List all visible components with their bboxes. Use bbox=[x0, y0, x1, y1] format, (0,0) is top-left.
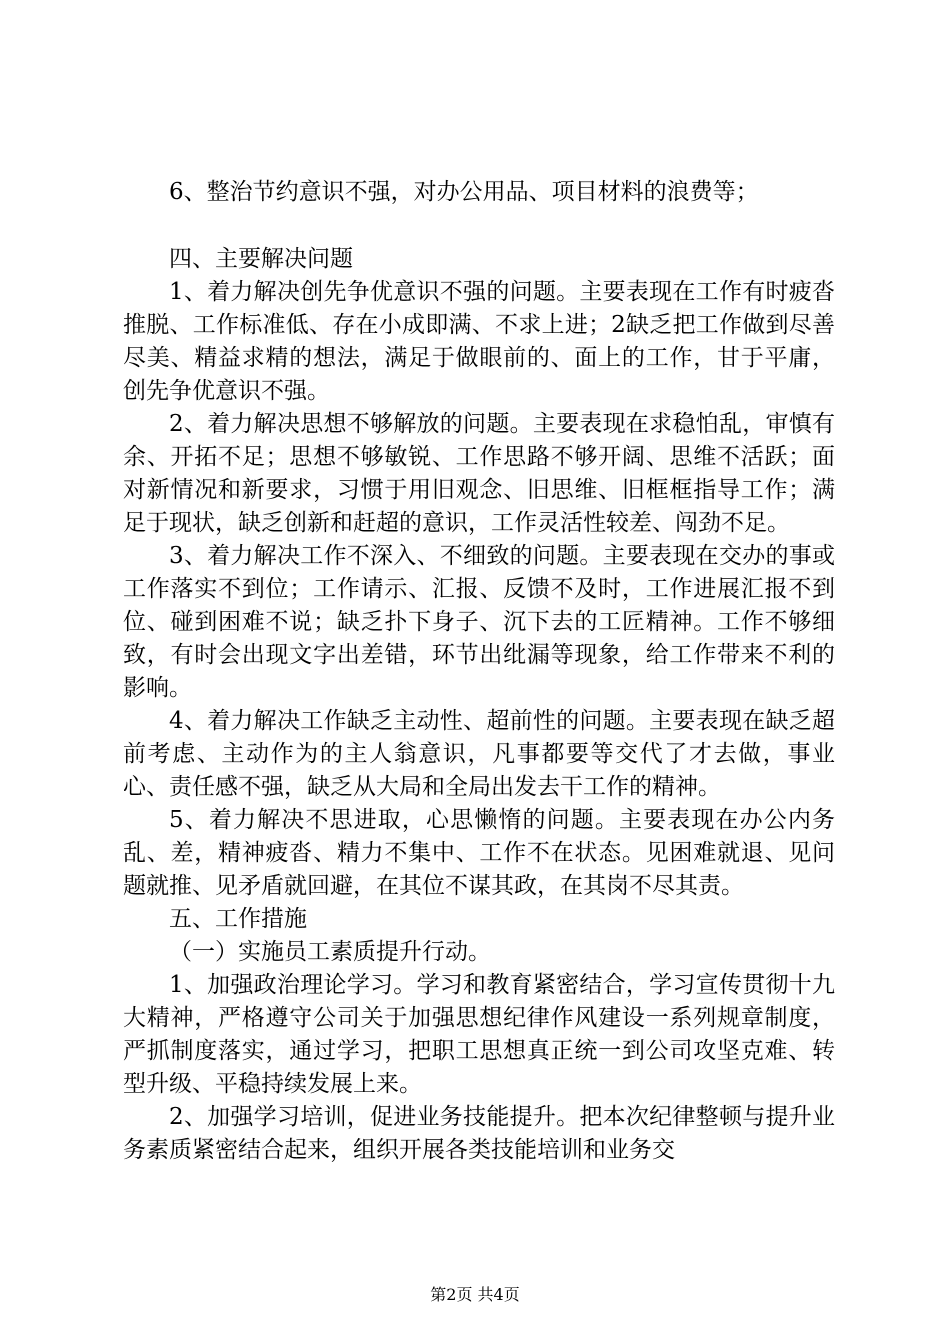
page-number-footer: 第2页 共4页 bbox=[430, 1285, 520, 1304]
paragraph-problem-3: 3、着力解决工作不深入、不细致的问题。主要表现在交办的事或工作落实不到位；工作请示、汇报、反馈不及时，工作进展汇报不到位、碰到困难不说；缺乏扑下身子、沉下去的工匠精神。工作不够细致，有时会出现文字出差错，环节出纰漏等现象，给工作带来不利的影响。 bbox=[123, 543, 835, 701]
paragraph-measure-1: 1、加强政治理论学习。学习和教育紧密结合，学习宣传贯彻十九大精神，严格遵守公司关于加强思想纪律作风建设一系列规章制度，严抓制度落实，通过学习，把职工思想真正统一到公司攻坚克难、转型升级、平稳持续发展上来。 bbox=[123, 972, 835, 1097]
section-heading-main-problems: 四、主要解决问题 bbox=[169, 246, 353, 272]
paragraph-problem-4: 4、着力解决工作缺乏主动性、超前性的问题。主要表现在缺乏超前考虑、主动作为的主人翁意识，凡事都要等交代了才去做，事业心、责任感不强，缺乏从大局和全局出发去干工作的精神。 bbox=[123, 708, 835, 800]
paragraph-problem-1: 1、着力解决创先争优意识不强的问题。主要表现在工作有时疲沓推脱、工作标准低、存在小成即满、不求上进；2缺乏把工作做到尽善尽美、精益求精的想法，满足于做眼前的、面上的工作，甘于平庸，创先争优意识不强。 bbox=[123, 279, 835, 404]
paragraph-problem-5: 5、着力解决不思进取，心思懒惰的问题。主要表现在办公内务乱、差，精神疲沓、精力不集中、工作不在状态。见困难就退、见问题就推、见矛盾就回避，在其位不谋其政，在其岗不尽其责。 bbox=[123, 807, 835, 899]
paragraph-problem-2: 2、着力解决思想不够解放的问题。主要表现在求稳怕乱，审慎有余、开拓不足；思想不够敏锐、工作思路不够开阔、思维不活跃；面对新情况和新要求，习惯于用旧观念、旧思维、旧框框指导工作；满足于现状，缺乏创新和赶超的意识，工作灵活性较差、闯劲不足。 bbox=[123, 411, 835, 536]
paragraph-item-6: 6、整治节约意识不强，对办公用品、项目材料的浪费等； bbox=[169, 179, 759, 205]
document-body bbox=[123, 176, 835, 1167]
subsection-heading-quality-action: （一）实施员工素质提升行动。 bbox=[169, 939, 491, 965]
section-heading-measures: 五、工作措施 bbox=[169, 906, 307, 932]
paragraph-measure-2: 2、加强学习培训，促进业务技能提升。把本次纪律整顿与提升业务素质紧密结合起来，组织开展各类技能培训和业务交 bbox=[123, 1104, 835, 1163]
